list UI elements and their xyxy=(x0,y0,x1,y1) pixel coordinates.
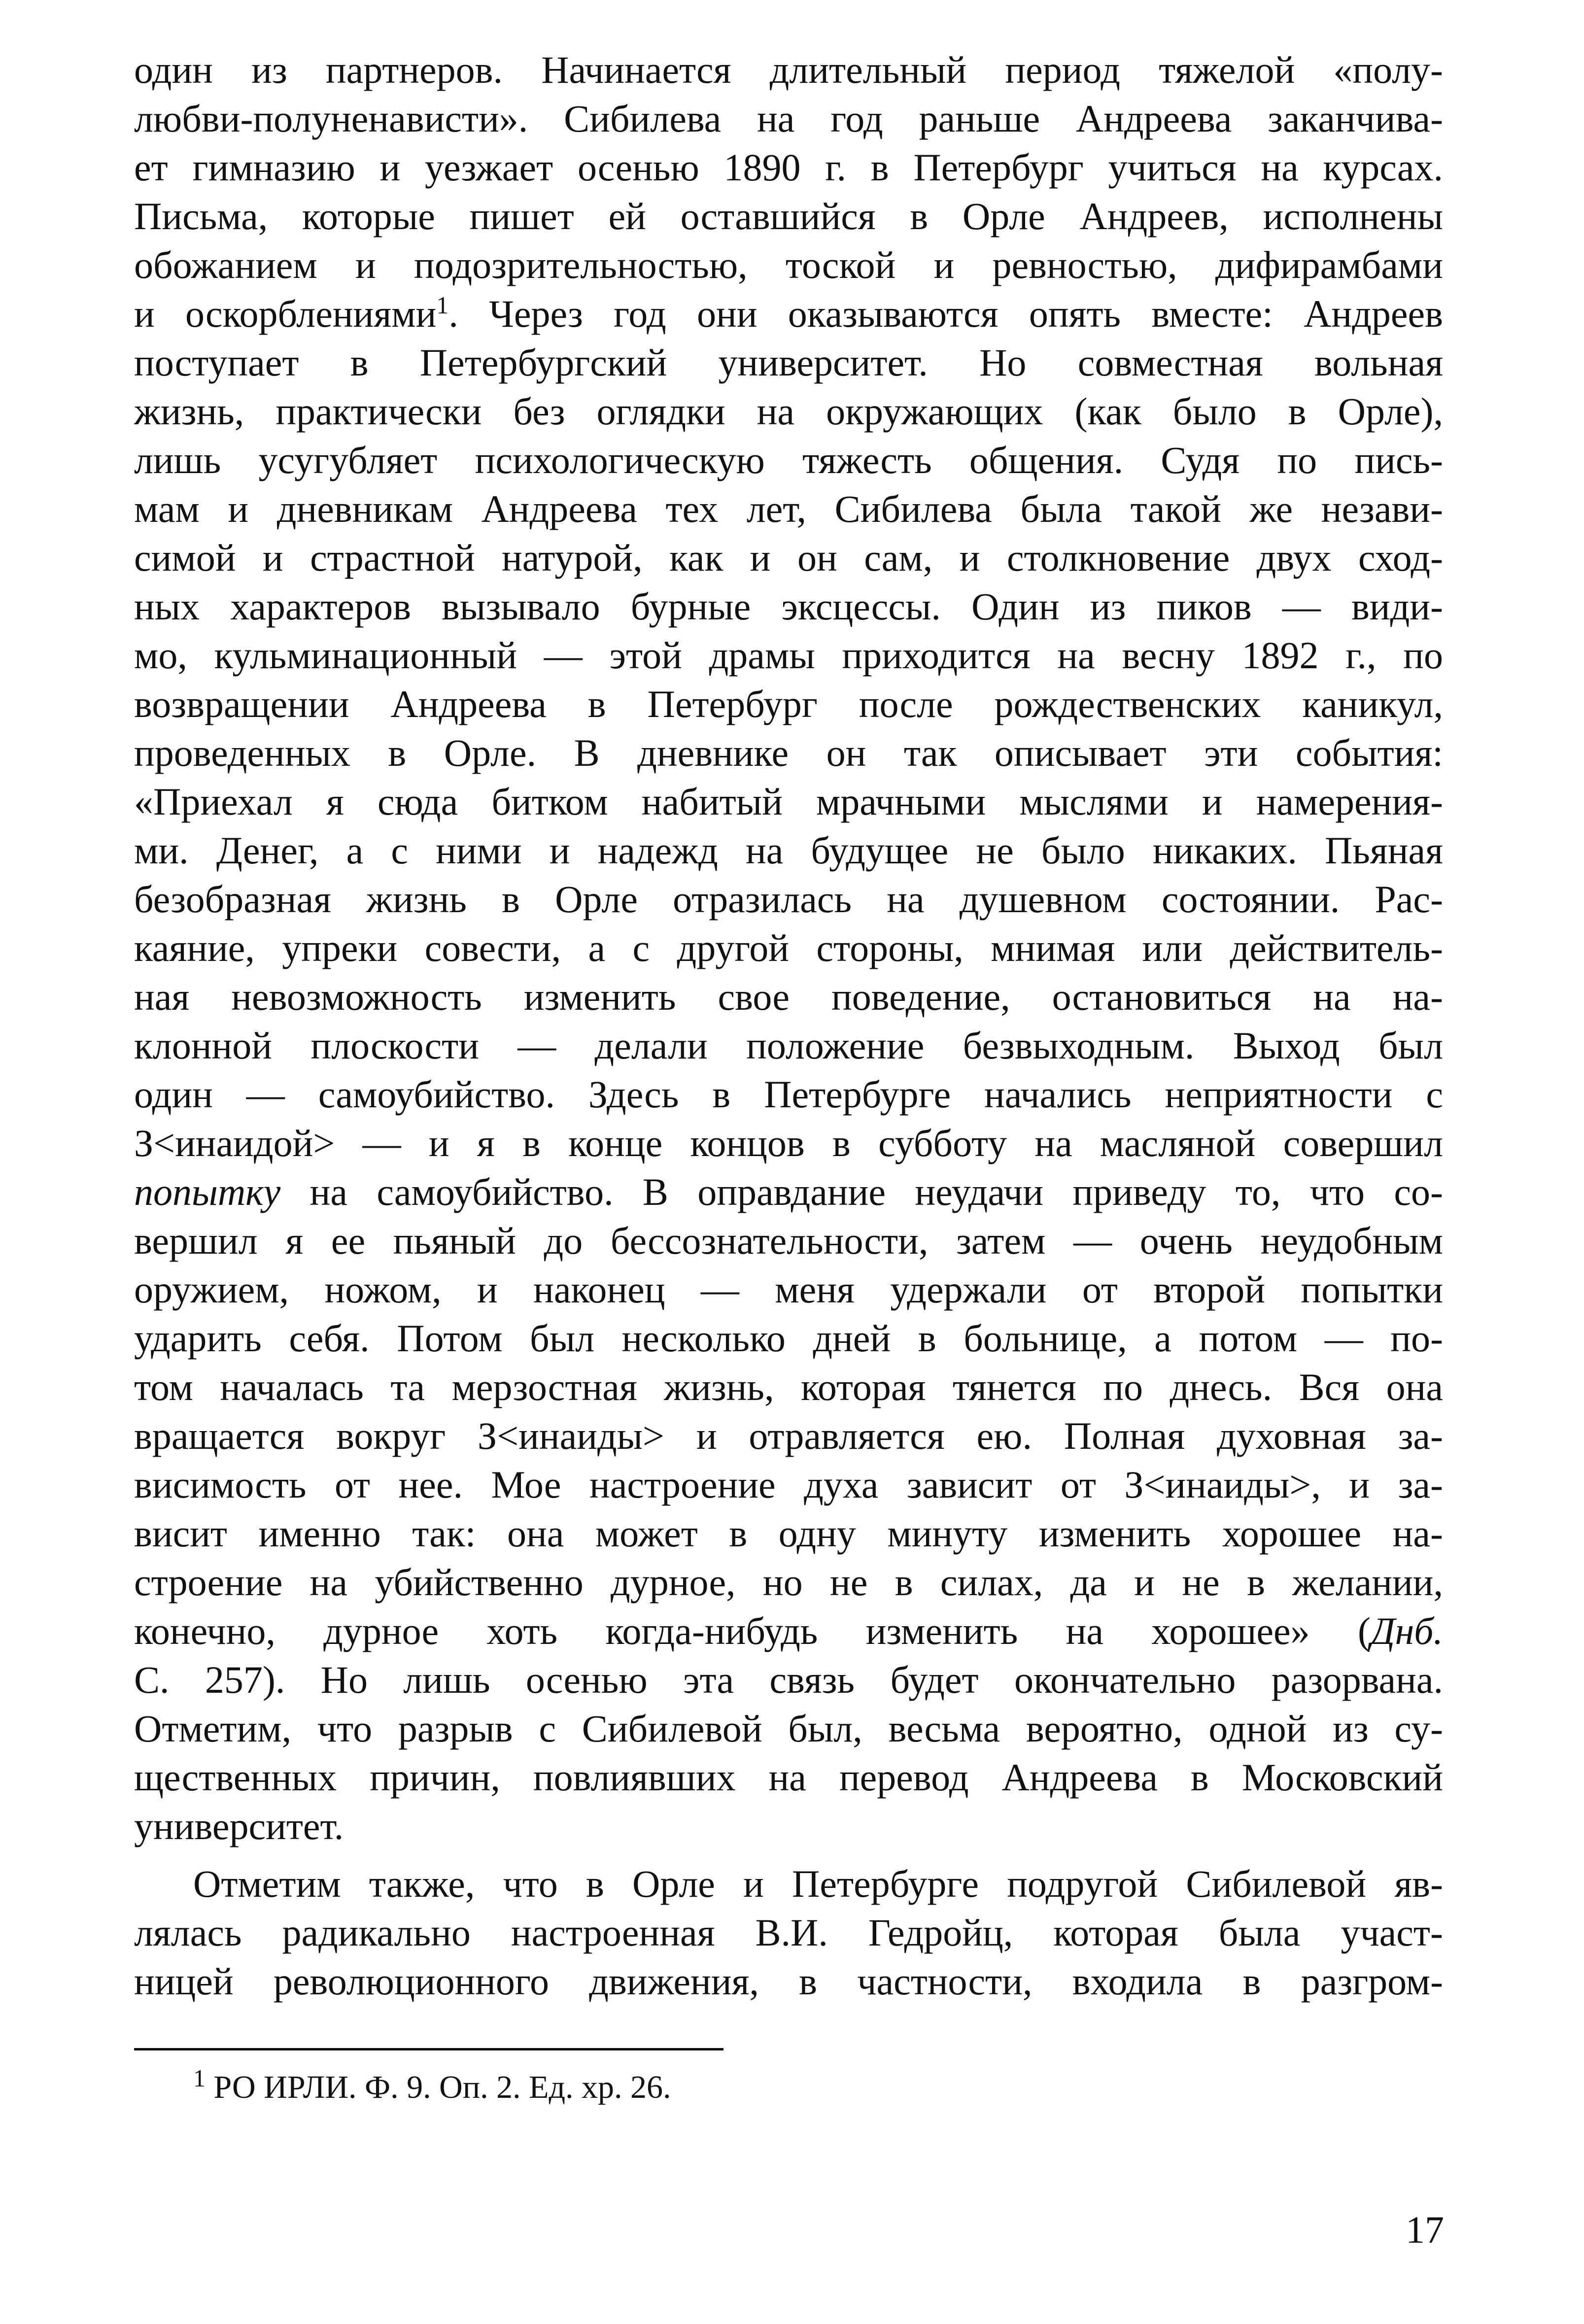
text-line: университет. xyxy=(134,1805,344,1847)
main-text xyxy=(134,45,1443,2006)
text-line: том началась та мерзостная жизнь, которая тянется по днесь. Вся она xyxy=(134,1366,1443,1408)
text-line: обожанием и подозрительностью, тоской и ревностью, дифирамбами xyxy=(134,243,1443,286)
text-line xyxy=(134,289,1443,338)
text-line: Письма, которые пишет ей оставшийся в Орле Андреев, исполнены xyxy=(134,195,1443,238)
text-line: ми. Денег, а с ними и надежд на будущее не было никаких. Пьяная xyxy=(134,829,1443,872)
text-line: жизнь, практически без оглядки на окружающих (как было в Орле), xyxy=(134,390,1443,433)
text-line: возвращении Андреева в Петербург после рождественских каникул, xyxy=(134,683,1443,725)
text-line: лишь усугубляет психологическую тяжесть общения. Судя по пись- xyxy=(134,439,1443,481)
text-line: ет гимназию и уезжает осенью 1890 г. в Петербург учиться на курсах. xyxy=(134,146,1443,189)
text-line: висит именно так: она может в одну минуту изменить хорошее на- xyxy=(134,1512,1443,1555)
paragraph-spacer xyxy=(134,1850,1443,1859)
text-line: С. 257). Но лишь осенью эта связь будет окончательно разорвана. xyxy=(134,1658,1443,1701)
text-segment: на самоубийство. В оправдание неудачи приведу то, что со- xyxy=(280,1170,1443,1213)
text-segment: конечно, дурное хоть когда-нибудь изменить на хорошее» ( xyxy=(134,1609,1371,1652)
text-line: лялась радикально настроенная В.И. Гедройц, которая была участ- xyxy=(134,1911,1443,1954)
text-line: мам и дневникам Андреева тех лет, Сибилева была такой же незави- xyxy=(134,487,1443,530)
text-line: безобразная жизнь в Орле отразилась на душевном состоянии. Рас- xyxy=(134,878,1443,921)
text-line: проведенных в Орле. В дневнике он так описывает эти события: xyxy=(134,731,1443,774)
paragraph-2 xyxy=(134,1859,1443,2006)
text-line: ницей революционного движения, в частности, входила в разгром- xyxy=(134,1960,1443,2003)
footnote-separator xyxy=(134,2048,723,2051)
text-line: вершил я ее пьяный до бессознательности, затем — очень неудобным xyxy=(134,1219,1443,1262)
text-line: клонной плоскости — делали положение безвыходным. Выход был xyxy=(134,1024,1443,1067)
text-line: поступает в Петербургский университет. Но совместная вольная xyxy=(134,341,1443,384)
text-line: один — самоубийство. Здесь в Петербурге начались неприятности с xyxy=(134,1073,1443,1116)
text-line: вращается вокруг З<инаиды> и отравляется ею. Полная духовная за- xyxy=(134,1414,1443,1457)
text-line: Отметим также, что в Орле и Петербурге подругой Сибилевой яв- xyxy=(193,1862,1443,1905)
paragraph-1 xyxy=(134,45,1443,1850)
text-line: «Приехал я сюда битком набитый мрачными мыслями и намерения- xyxy=(134,780,1443,823)
footnote xyxy=(193,2064,671,2107)
text-line: З<инаидой> — и я в конце концов в субботу на масляной совершил xyxy=(134,1122,1443,1164)
text-line: ударить себя. Потом был несколько дней в больнице, а потом — по- xyxy=(134,1317,1443,1360)
text-line: мо, кульминационный — этой драмы приходится на весну 1892 г., по xyxy=(134,634,1443,677)
text-line: ных характеров вызывало бурные эксцессы. Один из пиков — види- xyxy=(134,585,1443,628)
text-line xyxy=(134,1167,1443,1216)
source-abbreviation: Днб. xyxy=(1370,1609,1443,1652)
text-line: ная невозможность изменить свое поведение, остановиться на на- xyxy=(134,975,1443,1018)
text-line: один из партнеров. Начинается длительный период тяжелой «полу- xyxy=(134,48,1443,91)
footnote-text: РО ИРЛИ. Ф. 9. Оп. 2. Ед. хр. 26. xyxy=(206,2069,671,2105)
italic-emphasis: попытку xyxy=(134,1170,281,1213)
text-line: любви-полуненависти». Сибилева на год раньше Андреева заканчива- xyxy=(134,97,1443,140)
text-line: оружием, ножом, и наконец — меня удержали от второй попытки xyxy=(134,1268,1443,1311)
text-line xyxy=(134,1606,1443,1655)
text-segment: . Через год они оказываются опять вместе: Андреев xyxy=(448,292,1443,335)
footnote-marker: 1 xyxy=(193,2064,206,2092)
text-line: каяние, упреки совести, а с другой стороны, мнимая или действитель- xyxy=(134,926,1443,969)
text-line: симой и страстной натурой, как и он сам, и столкновение двух сход- xyxy=(134,536,1443,579)
text-line: висимость от нее. Мое настроение духа зависит от З<инаиды>, и за- xyxy=(134,1463,1443,1506)
text-segment: и оскорблениями xyxy=(134,292,437,335)
text-line: щественных причин, повлиявших на перевод Андреева в Московский xyxy=(134,1756,1443,1799)
text-line: Отметим, что разрыв с Сибилевой был, весьма вероятно, одной из су- xyxy=(134,1707,1443,1750)
footnote-reference: 1 xyxy=(436,291,449,319)
page-number: 17 xyxy=(1406,2208,1444,2251)
text-line: строение на убийственно дурное, но не в силах, да и не в желании, xyxy=(134,1561,1443,1604)
